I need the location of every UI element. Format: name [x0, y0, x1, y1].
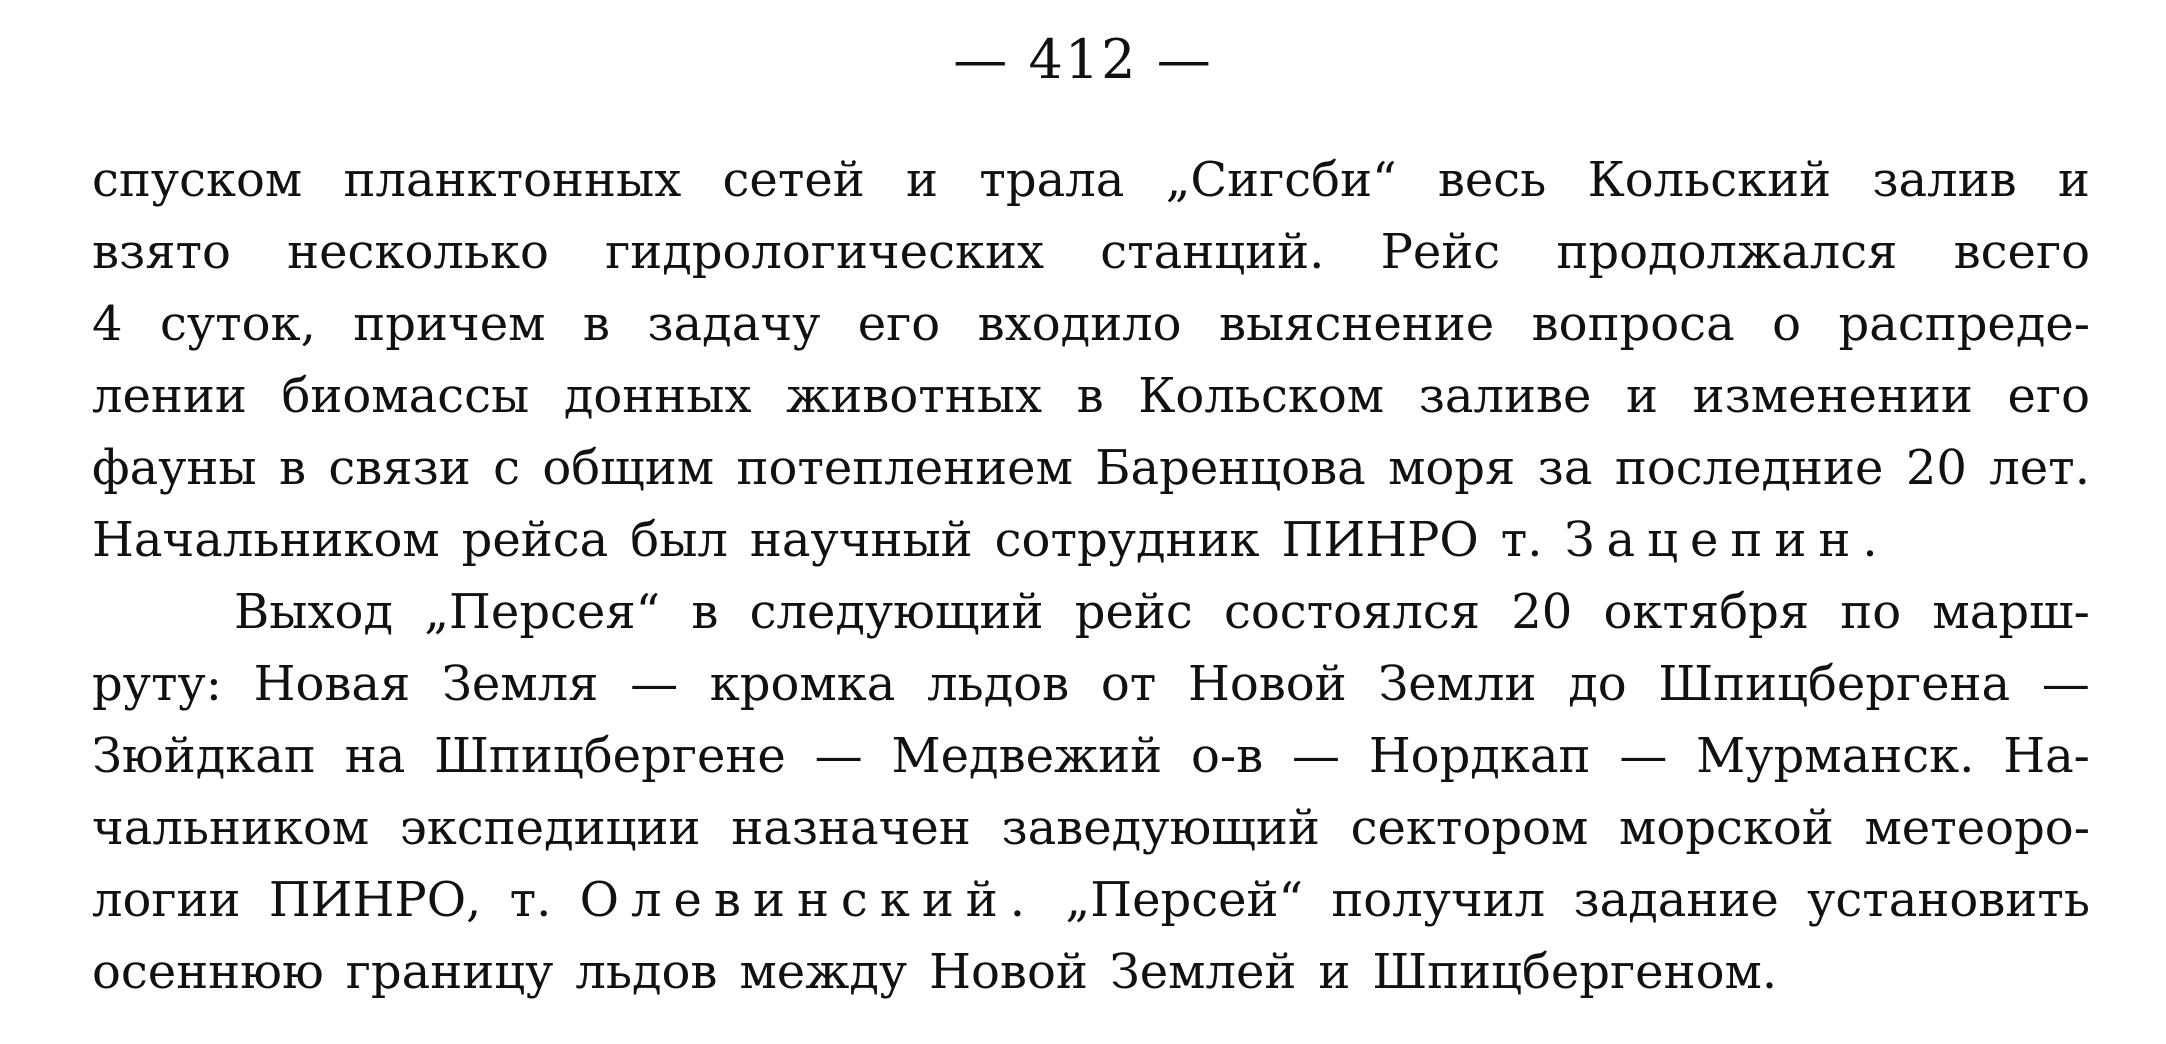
word: заливе: [1418, 368, 1592, 424]
word: донных: [563, 368, 752, 424]
word: границу: [345, 944, 554, 1000]
word: был: [630, 512, 728, 568]
word: лении: [92, 368, 247, 424]
word: в: [278, 440, 307, 496]
word: осеннюю: [92, 944, 324, 1000]
text-line: [92, 864, 2090, 936]
word: взято: [92, 224, 231, 280]
word: выяснение: [1219, 296, 1495, 352]
word: научный: [749, 512, 973, 568]
word: с: [493, 440, 520, 496]
word: марш-: [1932, 584, 2090, 640]
word: в: [582, 296, 610, 352]
word: гидрологических: [605, 224, 1045, 280]
word: Зюйдкап: [92, 728, 316, 784]
word: логии: [92, 872, 241, 928]
text-line: [92, 360, 2090, 432]
word: продолжался: [1556, 224, 1898, 280]
word: планктонных: [343, 152, 682, 208]
word: Земля: [442, 656, 599, 712]
word: руту:: [92, 656, 222, 712]
word: Шпицбергене: [434, 728, 786, 784]
text-line: [92, 216, 2090, 288]
text-line: [92, 288, 2090, 360]
word: Нордкап: [1368, 728, 1591, 784]
word: 20: [1905, 440, 1967, 496]
word: моря: [1388, 440, 1516, 496]
word: Рейс: [1380, 224, 1501, 280]
word: связи: [328, 440, 471, 496]
word: потеплением: [736, 440, 1073, 496]
word: распреде-: [1838, 296, 2090, 352]
word: экспедиции: [399, 800, 701, 856]
word: за: [1537, 440, 1593, 496]
word: и: [2057, 152, 2090, 208]
word: до: [1568, 656, 1627, 712]
word: назначен: [731, 800, 971, 856]
word: животных: [786, 368, 1043, 424]
word: сектором: [1350, 800, 1589, 856]
word: Новой: [1188, 656, 1347, 712]
word: суток,: [159, 296, 316, 352]
paragraph-2: [92, 576, 2090, 1008]
word: „Сигсби“: [1165, 152, 1397, 208]
word: Новая: [253, 656, 411, 712]
word: льдов: [575, 944, 718, 1000]
word: На-: [2003, 728, 2090, 784]
text-line: [92, 648, 2090, 720]
word: задачу: [647, 296, 821, 352]
word: метеоро-: [1864, 800, 2090, 856]
word: Кольский: [1587, 152, 1832, 208]
word: Новой: [929, 944, 1088, 1000]
word: Мурманск.: [1696, 728, 1975, 784]
word: т.: [1500, 512, 1543, 568]
word: Земли: [1378, 656, 1537, 712]
word: —: [814, 728, 863, 784]
word: —: [2041, 656, 2090, 712]
paragraph-1: [92, 144, 2090, 576]
text-line: [92, 936, 2090, 1008]
word: 4: [92, 296, 123, 352]
word: на: [344, 728, 406, 784]
word: несколько: [287, 224, 549, 280]
word: установить: [1807, 872, 2090, 928]
word: по: [1840, 584, 1902, 640]
word: —: [1619, 728, 1668, 784]
word: спуском: [92, 152, 303, 208]
word: трала: [979, 152, 1125, 208]
text-line: [92, 432, 2090, 504]
text-line: [92, 792, 2090, 864]
word: задание: [1573, 872, 1779, 928]
text-line: [92, 144, 2090, 216]
page-number: — 412 —: [953, 28, 1213, 91]
word: сотрудник: [994, 512, 1260, 568]
word: —: [630, 656, 679, 712]
text-line: [92, 504, 2090, 576]
word: от: [1100, 656, 1157, 712]
word: последние: [1614, 440, 1884, 496]
word: между: [739, 944, 908, 1000]
word: Кольском: [1138, 368, 1385, 424]
word: Землей: [1109, 944, 1297, 1000]
word: Шпицбергена: [1658, 656, 2011, 712]
word: ПИНРО: [1281, 512, 1479, 568]
word: Баренцова: [1095, 440, 1366, 496]
word: „Персея“: [424, 584, 661, 640]
word: заведующий: [1001, 800, 1320, 856]
word: и: [1318, 944, 1351, 1000]
word: рейса: [461, 512, 609, 568]
word: фауны: [92, 440, 257, 496]
word: вопроса: [1531, 296, 1735, 352]
word: состоялся: [1223, 584, 1480, 640]
word: всего: [1953, 224, 2090, 280]
word: в: [691, 584, 719, 640]
word: о: [1772, 296, 1802, 352]
word: льдов: [927, 656, 1070, 712]
word: т.: [509, 872, 552, 928]
word: в: [1076, 368, 1104, 424]
word: —: [1291, 728, 1340, 784]
word: и: [906, 152, 939, 208]
word: залив: [1872, 152, 2017, 208]
word: о-в: [1190, 728, 1264, 784]
word: морской: [1619, 800, 1834, 856]
word: „Персей“: [1065, 872, 1304, 928]
word: рейс: [1074, 584, 1193, 640]
word: 20: [1511, 584, 1573, 640]
word: его: [857, 296, 941, 352]
word: Олевинский.: [579, 872, 1038, 928]
word: октября: [1603, 584, 1810, 640]
word: и: [1626, 368, 1659, 424]
word: ПИНРО,: [268, 872, 482, 928]
word: причем: [353, 296, 546, 352]
word: Начальником: [92, 512, 440, 568]
word: общим: [542, 440, 715, 496]
word: Шпицбергеном.: [1372, 944, 1778, 1000]
word: получил: [1331, 872, 1546, 928]
word: его: [2007, 368, 2090, 424]
word: Выход: [234, 584, 393, 640]
word: Медвежий: [891, 728, 1163, 784]
word: кромка: [709, 656, 896, 712]
word: чальником: [92, 800, 370, 856]
word: изменении: [1692, 368, 1973, 424]
text-line: [92, 576, 2090, 648]
word: весь: [1437, 152, 1547, 208]
word: станций.: [1100, 224, 1325, 280]
word: следующий: [749, 584, 1044, 640]
word: входило: [977, 296, 1182, 352]
word: сетей: [722, 152, 865, 208]
word: биомассы: [281, 368, 530, 424]
word: лет.: [1989, 440, 2090, 496]
word: Зацепин.: [1564, 512, 1890, 568]
text-line: [92, 720, 2090, 792]
